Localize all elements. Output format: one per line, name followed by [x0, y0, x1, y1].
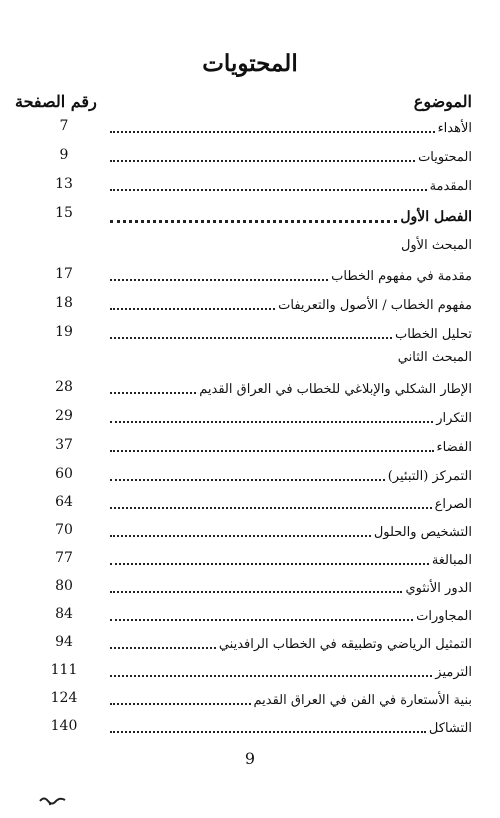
toc-entry [110, 377, 472, 401]
toc-entry-page: 37 [55, 437, 73, 453]
dot-leader [110, 591, 402, 593]
toc-entry-label: الصراع [434, 496, 472, 512]
toc-entry [110, 293, 472, 317]
toc-entry-page: 13 [55, 176, 73, 192]
toc-entry [110, 406, 472, 430]
toc-entry [110, 520, 472, 544]
toc-entry-label: التمركز (التبئير) [387, 468, 472, 484]
toc-entry-page: 94 [55, 634, 73, 650]
dot-leader [110, 189, 427, 191]
dot-leader [110, 479, 385, 481]
toc-entry-page: 77 [55, 550, 73, 566]
toc-entry [110, 322, 472, 346]
toc-entry-label: الأهداء [437, 120, 472, 136]
toc-entry-page: 70 [55, 522, 73, 538]
dot-leader [110, 220, 397, 223]
toc-entry [110, 116, 472, 140]
toc-entry-label: تحليل الخطاب [394, 326, 472, 342]
toc-entry-label: التكرار [436, 410, 472, 426]
toc-entry [110, 435, 472, 459]
toc-entry-label: مقدمة في مفهوم الخطاب [331, 268, 472, 284]
toc-chapter-heading [110, 205, 472, 229]
dot-leader [110, 731, 426, 733]
toc-entry-label: المبالغة [431, 552, 472, 568]
dot-leader [110, 131, 435, 133]
ink-mark-icon [38, 793, 68, 807]
toc-entry-label: بنية الأستعارة في الفن في العراق القديم [253, 692, 472, 708]
toc-entry [110, 716, 472, 740]
toc-entry-label: المحتويات [418, 149, 472, 165]
toc-entry-label: المجاورات [416, 608, 472, 624]
toc-entry-label: الترميز [435, 664, 472, 680]
toc-entry [110, 604, 472, 628]
toc-entry-page: 17 [55, 266, 73, 282]
toc-entry [110, 174, 472, 198]
dot-leader [110, 392, 196, 394]
toc-entry [110, 145, 472, 169]
toc-entry [110, 464, 472, 488]
toc-entry [110, 492, 472, 516]
toc-entry-label: الفضاء [436, 439, 472, 455]
toc-entry-page: 64 [55, 494, 73, 510]
subsection-label: المبحث الثاني [397, 350, 472, 365]
dot-leader [110, 703, 251, 705]
subsection-label: المبحث الأول [400, 238, 472, 253]
dot-leader [110, 563, 429, 565]
toc-entry-label: التشخيص والحلول [373, 524, 472, 540]
footer-page-number: 9 [244, 749, 256, 768]
toc-entry-label: الدور الأنثوي [405, 580, 472, 596]
dot-leader [110, 675, 432, 677]
dot-leader [110, 450, 434, 452]
toc-entry [110, 660, 472, 684]
toc-entry-page: 84 [55, 606, 73, 622]
page-title: المحتويات [202, 50, 298, 77]
toc-entry-label: الفصل الأول [400, 209, 472, 225]
dot-leader [110, 308, 275, 310]
toc-entry [110, 576, 472, 600]
toc-entry-page: 111 [50, 662, 78, 678]
toc-entry-page: 29 [55, 408, 73, 424]
toc-entry-label: التشاكل [428, 720, 472, 736]
toc-entry [110, 688, 472, 712]
toc-entry [110, 264, 472, 288]
toc-entry-page: 9 [59, 147, 69, 163]
toc-entry-page: 80 [55, 578, 73, 594]
toc-entry-label: التمثيل الرياضي وتطبيقه في الخطاب الرافديني [218, 636, 472, 652]
toc-entry [110, 548, 472, 572]
toc-entry [110, 632, 472, 656]
toc-entry-page: 7 [59, 118, 69, 134]
toc-entry-page: 124 [50, 690, 78, 706]
toc-entry-label: المقدمة [429, 178, 472, 194]
toc-entry-label: مفهوم الخطاب / الأصول والتعريفات [278, 297, 472, 313]
dot-leader [110, 279, 328, 281]
dot-leader [110, 535, 371, 537]
dot-leader [110, 160, 415, 162]
toc-entry-page: 18 [55, 295, 73, 311]
dot-leader [110, 507, 432, 509]
page-column-header: رقم الصفحة [15, 92, 97, 111]
toc-entry-page: 28 [55, 379, 73, 395]
toc-entry-page: 15 [55, 205, 73, 221]
dot-leader [110, 337, 392, 339]
toc-entry-page: 19 [55, 324, 73, 340]
topic-column-header: الموضوع [413, 92, 472, 111]
toc-entry-page: 140 [50, 718, 78, 734]
dot-leader [110, 421, 433, 423]
dot-leader [110, 619, 413, 621]
toc-entry-page: 60 [55, 466, 73, 482]
toc-entry-label: الإطار الشكلي والإبلاغي للخطاب في العراق القديم [199, 381, 472, 397]
dot-leader [110, 647, 216, 649]
